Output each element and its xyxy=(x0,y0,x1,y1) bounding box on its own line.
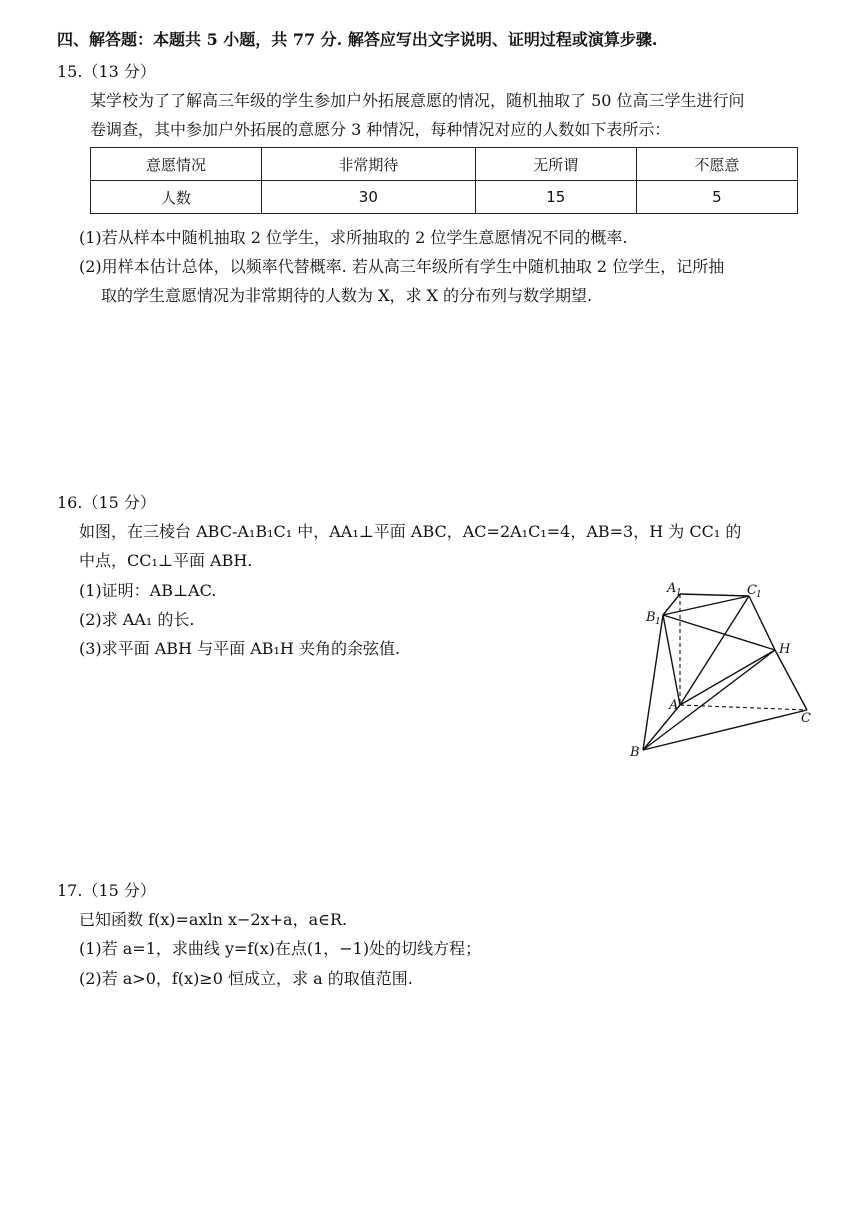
q15-part2-line1: (2)用样本估计总体，以频率代替概率. 若从高三年级所有学生中随机抽取 2 位学生，记所抽 xyxy=(79,257,725,276)
label-a1: A xyxy=(667,581,677,596)
survey-table xyxy=(90,147,798,214)
q15-number: 15.（13 分） xyxy=(57,62,156,81)
q15-part1: (1)若从样本中随机抽取 2 位学生，求所抽取的 2 位学生意愿情况不同的概率. xyxy=(79,228,628,247)
label-b1: B xyxy=(646,610,656,625)
q16-intro-line2: 中点，CC₁⊥平面 ABH. xyxy=(79,551,253,570)
table-header-row xyxy=(91,148,798,181)
table-header-cell: 无所谓 xyxy=(475,148,636,181)
table-cell: 5 xyxy=(636,181,797,214)
label-a1-sub: 1 xyxy=(676,588,682,598)
label-h: H xyxy=(779,642,791,657)
table-cell: 15 xyxy=(475,181,636,214)
label-a: A xyxy=(669,698,679,713)
q17-part1: (1)若 a=1，求曲线 y=f(x)在点(1，−1)处的切线方程； xyxy=(79,939,482,958)
q16-part1: (1)证明：AB⊥AC. xyxy=(79,581,217,600)
q16-part2: (2)求 AA₁ 的长. xyxy=(79,610,195,629)
q16-part3: (3)求平面 ABH 与平面 AB₁H 夹角的余弦值. xyxy=(79,639,401,658)
section-header: 四、解答题：本题共 5 小题，共 77 分. 解答应写出文字说明、证明过程或演算步骤. xyxy=(57,30,658,49)
q15-intro-line2: 卷调查，其中参加户外拓展的意愿分 3 种情况，每种情况对应的人数如下表所示： xyxy=(90,120,671,139)
label-c1-sub: 1 xyxy=(756,590,762,600)
table-cell: 30 xyxy=(262,181,476,214)
table-header-cell: 不愿意 xyxy=(636,148,797,181)
label-c1: C xyxy=(747,583,757,598)
frustum-figure xyxy=(625,572,825,764)
q15-intro-line1: 某学校为了了解高三年级的学生参加户外拓展意愿的情况，随机抽取了 50 位高三学生进行问 xyxy=(90,91,745,110)
label-b1-sub: 1 xyxy=(655,617,661,627)
label-b: B xyxy=(630,745,640,760)
q17-intro: 已知函数 f(x)=axln x−2x+a，a∈R. xyxy=(79,910,348,929)
q17-part2: (2)若 a>0，f(x)≥0 恒成立，求 a 的取值范围. xyxy=(79,969,413,988)
q16-intro-line1: 如图，在三棱台 ABC-A₁B₁C₁ 中，AA₁⊥平面 ABC，AC=2A₁C₁=4，AB=3，H 为 CC₁ 的 xyxy=(79,522,742,541)
q17-number: 17.（15 分） xyxy=(57,881,156,900)
q16-number: 16.（15 分） xyxy=(57,493,156,512)
table-header-cell: 非常期待 xyxy=(262,148,476,181)
table-header-cell: 意愿情况 xyxy=(91,148,262,181)
table-row xyxy=(91,181,798,214)
q15-part2-line2: 取的学生意愿情况为非常期待的人数为 X，求 X 的分布列与数学期望. xyxy=(101,286,593,305)
table-row-label: 人数 xyxy=(91,181,262,214)
label-c: C xyxy=(801,711,811,726)
